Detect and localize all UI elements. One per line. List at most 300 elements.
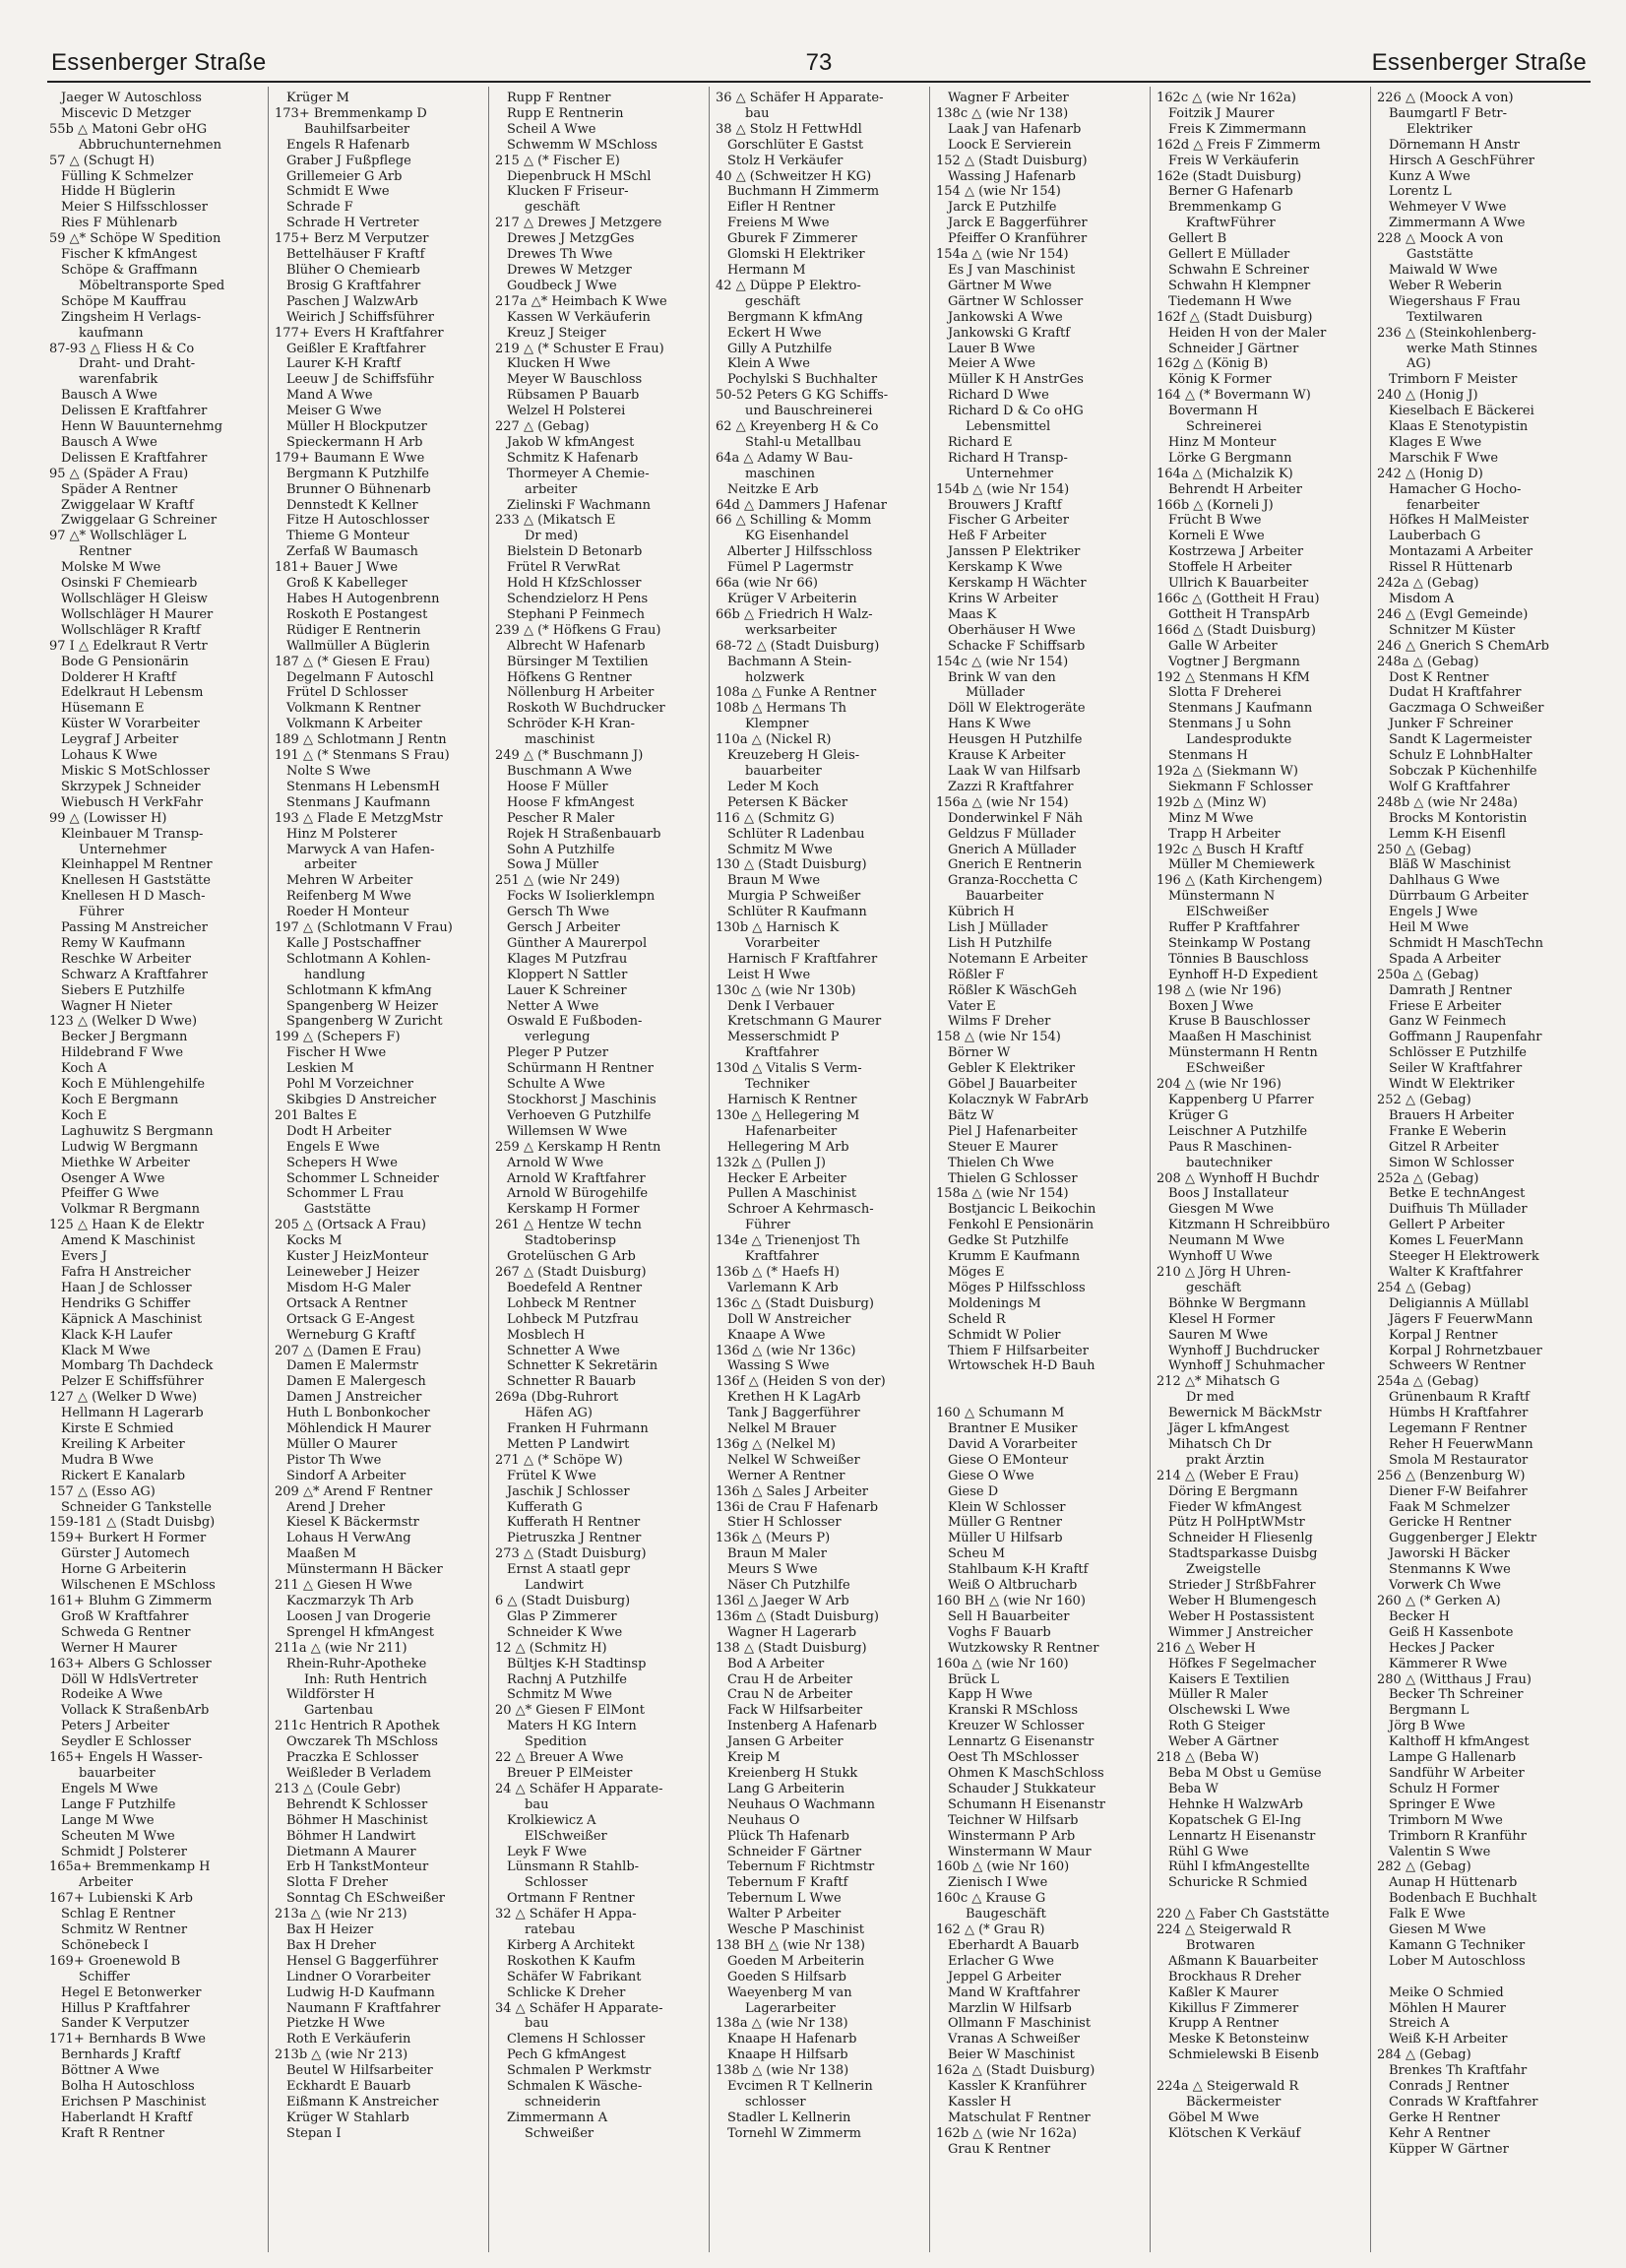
resident-entry: Kieselbach E Bäckerei bbox=[1389, 404, 1534, 419]
resident-entry: Kassler H bbox=[948, 2095, 1012, 2110]
resident-entry: Miethke W Arbeiter bbox=[61, 1155, 190, 1170]
resident-entry: Harnisch K Rentner bbox=[727, 1093, 857, 1107]
resident-entry: Stenmans J Kaufmann bbox=[1168, 701, 1313, 717]
resident-entry: Gilly A Putzhilfe bbox=[727, 341, 833, 356]
resident-entry: Baumgartl F Betr- bbox=[1389, 105, 1508, 121]
resident-entry: Owczarek Th MSchloss bbox=[286, 1734, 438, 1750]
resident-entry: Zwiggelaar G Schreiner bbox=[61, 513, 218, 529]
resident-entry: Schommer L Schneider bbox=[286, 1170, 439, 1186]
address-entry: 250 △ (Gebag) bbox=[1377, 842, 1471, 857]
address-entry: 160 △ Schumann M bbox=[936, 1406, 1065, 1421]
resident-entry: Fafra H Anstreicher bbox=[61, 1264, 191, 1280]
resident-entry: Schöpe M Kauffrau bbox=[61, 293, 187, 309]
resident-entry: Erb H TankstMonteur bbox=[286, 1859, 429, 1875]
resident-entry: Clemens H Schlosser bbox=[507, 2032, 646, 2048]
resident-entry: Windt W Elektriker bbox=[1389, 1077, 1515, 1093]
resident-entry: Stockhorst J Maschinis bbox=[507, 1093, 657, 1107]
resident-entry: maschinist bbox=[525, 732, 594, 748]
resident-entry: Schönebeck I bbox=[61, 1937, 149, 1953]
resident-entry: Loosen J van Drogerie bbox=[286, 1608, 431, 1624]
resident-entry: Schulz E LohnbHalter bbox=[1389, 748, 1532, 764]
address-entry: 239 △ (* Höfkens G Frau) bbox=[495, 622, 661, 638]
resident-entry: Beutel W Hilfsarbeiter bbox=[286, 2063, 433, 2079]
resident-entry: Neitzke E Arb bbox=[727, 481, 819, 497]
address-entry: 254 △ (Gebag) bbox=[1377, 1280, 1471, 1295]
resident-entry: Stepan I bbox=[286, 2125, 342, 2141]
resident-entry: Inh: Ruth Hentrich bbox=[304, 1671, 427, 1687]
resident-entry: Scheuten M Wwe bbox=[61, 1828, 175, 1844]
resident-entry: Petersen K Bäcker bbox=[727, 794, 848, 810]
resident-entry: Rupp E Rentnerin bbox=[507, 105, 624, 121]
resident-entry: Schroer A Kehrmasch- bbox=[727, 1202, 874, 1218]
address-entry: 136f △ (Heiden S von der) bbox=[716, 1374, 886, 1390]
resident-entry: Hegel E Betonwerker bbox=[61, 1984, 202, 2000]
resident-entry: Nelkel W Schweißer bbox=[727, 1452, 860, 1468]
resident-entry: Lauer B Wwe bbox=[948, 341, 1035, 356]
resident-entry: Hildebrand F Wwe bbox=[61, 1045, 184, 1061]
resident-entry: Brosig G Kraftfahrer bbox=[286, 278, 421, 293]
resident-entry: Trapp H Arbeiter bbox=[1168, 826, 1281, 842]
resident-entry: Abbruchunternehmen bbox=[79, 137, 221, 153]
resident-entry: Conrads W Kraftfahrer bbox=[1389, 2095, 1538, 2110]
directory-column bbox=[929, 87, 1150, 2252]
address-entry: 136l △ Jaeger W Arb bbox=[716, 1594, 849, 1608]
resident-entry: Bostjancic L Beikochin bbox=[948, 1202, 1096, 1218]
resident-entry: Buchmann H Zimmerm bbox=[727, 184, 880, 200]
resident-entry: Führer bbox=[745, 1218, 790, 1233]
resident-entry: Es J van Maschinist bbox=[948, 262, 1076, 278]
resident-entry: Kassler K Kranführer bbox=[948, 2079, 1087, 2095]
resident-entry: Geiß H Kassenbote bbox=[1389, 1624, 1514, 1640]
resident-entry: Braun M Wwe bbox=[727, 873, 821, 889]
resident-entry: Werneburg G Kraftf bbox=[286, 1327, 415, 1343]
resident-entry: Thielen G Schlosser bbox=[948, 1170, 1078, 1186]
address-entry: 154c △ (wie Nr 154) bbox=[936, 654, 1069, 669]
resident-entry: Pistor Th Wwe bbox=[286, 1452, 382, 1468]
resident-entry: handlung bbox=[304, 967, 366, 982]
resident-entry: Krüger W Stahlarb bbox=[286, 2110, 409, 2125]
resident-entry: Roeder H Monteur bbox=[286, 905, 409, 920]
resident-entry: Klack K-H Laufer bbox=[61, 1327, 173, 1343]
resident-entry: Fischer K kfmAngest bbox=[61, 247, 198, 263]
resident-entry: Wollschläger H Gleisw bbox=[61, 592, 208, 606]
resident-entry: Arnold W Kraftfahrer bbox=[507, 1170, 646, 1186]
resident-entry: Geldzus F Müllader bbox=[948, 826, 1076, 842]
resident-entry: Kamann G Techniker bbox=[1389, 1937, 1526, 1953]
resident-entry: Eckhardt E Bauarb bbox=[286, 2079, 411, 2095]
resident-entry: Lünsmann R Stahlb- bbox=[507, 1859, 640, 1875]
resident-entry: Springer E Wwe bbox=[1389, 1796, 1496, 1812]
resident-entry: Kretschmann G Maurer bbox=[727, 1014, 882, 1030]
resident-entry: Gnerich A Müllader bbox=[948, 842, 1077, 857]
resident-entry: arbeiter bbox=[525, 481, 578, 497]
address-entry: 197 △ (Schlotmann V Frau) bbox=[275, 920, 453, 936]
address-entry: 260 △ (* Gerken A) bbox=[1377, 1594, 1501, 1608]
resident-entry: Loock E Servierein bbox=[948, 137, 1072, 153]
address-entry: 166d △ (Stadt Duisburg) bbox=[1157, 622, 1316, 638]
resident-entry: Leygraf J Arbeiter bbox=[61, 732, 179, 748]
resident-entry: Frütel R VerwRat bbox=[507, 560, 621, 576]
resident-entry: Spangenberg W Heizer bbox=[286, 998, 438, 1014]
resident-entry: Mand W Kraftfahrer bbox=[948, 1984, 1081, 2000]
address-entry: 273 △ (Stadt Duisburg) bbox=[495, 1546, 647, 1562]
resident-entry: Bauhilfsarbeiter bbox=[304, 121, 410, 137]
resident-entry: Brink W van den bbox=[948, 669, 1056, 685]
resident-entry: Baugeschäft bbox=[966, 1907, 1046, 1922]
resident-entry: Ollmann F Maschinist bbox=[948, 2016, 1092, 2032]
resident-entry: Damrath J Rentner bbox=[1389, 982, 1512, 998]
resident-entry: Bolha H Autoschloss bbox=[61, 2079, 195, 2095]
resident-entry: Frücht B Wwe bbox=[1168, 513, 1262, 529]
resident-entry: Oswald E Fußboden- bbox=[507, 1014, 643, 1030]
resident-entry: Bax H Dreher bbox=[286, 1937, 376, 1953]
address-entry: 192b △ (Minz W) bbox=[1157, 794, 1267, 810]
resident-entry: Gottheit H TranspArb bbox=[1168, 606, 1310, 622]
resident-entry: Knaape A Wwe bbox=[727, 1327, 826, 1343]
resident-entry: Meske K Betonsteinw bbox=[1168, 2032, 1310, 2048]
resident-entry: Fischer G Arbeiter bbox=[948, 513, 1069, 529]
resident-entry: Wildförster H bbox=[286, 1687, 375, 1703]
resident-entry: Rissel R Hüttenarb bbox=[1389, 560, 1513, 576]
resident-entry: Stenmans J Kaufmann bbox=[286, 794, 431, 810]
resident-entry: Kraft R Rentner bbox=[61, 2125, 165, 2141]
resident-entry: Sauren M Wwe bbox=[1168, 1327, 1269, 1343]
resident-entry: Sohn A Putzhilfe bbox=[507, 842, 615, 857]
resident-entry: und Bauschreinerei bbox=[745, 404, 873, 419]
address-entry: 20 △* Giesen F ElMont bbox=[495, 1703, 645, 1719]
resident-entry: Stoffele H Arbeiter bbox=[1168, 560, 1292, 576]
resident-entry: Neuhaus O Wachmann bbox=[727, 1796, 875, 1812]
address-entry: 123 △ (Welker D Wwe) bbox=[49, 1014, 198, 1030]
resident-entry: Piel J Hafenarbeiter bbox=[948, 1123, 1078, 1139]
address-entry: 167+ Lubienski K Arb bbox=[49, 1891, 193, 1907]
resident-entry: Klaas E Stenotypistin bbox=[1389, 419, 1529, 435]
resident-entry: Textilwaren bbox=[1407, 309, 1483, 325]
resident-entry: Böhmer H Maschinist bbox=[286, 1812, 428, 1828]
resident-entry: Harnisch F Kraftfahrer bbox=[727, 951, 878, 967]
resident-entry: Rübsamen P Bauarb bbox=[507, 388, 640, 404]
resident-entry: Pullen A Maschinist bbox=[727, 1186, 857, 1202]
resident-entry: Pech G kfmAngest bbox=[507, 2048, 626, 2063]
resident-entry: Hellmann H Lagerarb bbox=[61, 1406, 204, 1421]
resident-entry: Lish J Müllader bbox=[948, 920, 1048, 936]
resident-entry: Teichner W Hilfsarb bbox=[948, 1812, 1079, 1828]
resident-entry: Rühl G Wwe bbox=[1168, 1844, 1249, 1859]
resident-entry: Kalthoff H kfmAngest bbox=[1389, 1734, 1530, 1750]
resident-entry: Böttner A Wwe bbox=[61, 2063, 159, 2079]
resident-entry: Hensel G Baggerführer bbox=[286, 1953, 439, 1969]
header-street-left: Essenberger Straße bbox=[51, 49, 267, 76]
resident-entry: Bachmann A Stein- bbox=[727, 654, 852, 669]
address-entry: 192a △ (Siekmann W) bbox=[1157, 763, 1298, 779]
resident-entry: Duifhuis Th Müllader bbox=[1389, 1202, 1528, 1218]
address-entry: 215 △ (* Fischer E) bbox=[495, 153, 620, 168]
resident-entry: Krüger G bbox=[1168, 1107, 1229, 1123]
resident-entry: Schreinerei bbox=[1186, 419, 1262, 435]
resident-entry: Leskien M bbox=[286, 1061, 354, 1077]
resident-entry: Stenmans J u Sohn bbox=[1168, 717, 1291, 732]
resident-entry: Bodenbach E Buchhalt bbox=[1389, 1891, 1537, 1907]
resident-entry: Huth L Bonbonkocher bbox=[286, 1406, 430, 1421]
resident-entry: Evers J bbox=[61, 1249, 107, 1265]
resident-entry: Sobczak P Küchenhilfe bbox=[1389, 763, 1537, 779]
resident-entry: Höfkens G Rentner bbox=[507, 669, 632, 685]
address-entry: 284 △ (Gebag) bbox=[1377, 2048, 1471, 2063]
address-entry: 164a △ (Michalzik K) bbox=[1157, 466, 1293, 481]
resident-entry: Dietmann A Maurer bbox=[286, 1844, 416, 1859]
resident-entry: Henn W Bauunternehmg bbox=[61, 419, 223, 435]
resident-entry: Brotwaren bbox=[1186, 1937, 1255, 1953]
resident-entry: Ohmen K MaschSchloss bbox=[948, 1765, 1104, 1781]
resident-entry: Bod A Arbeiter bbox=[727, 1656, 825, 1671]
resident-entry: Krupp A Rentner bbox=[1168, 2016, 1279, 2032]
resident-entry: fenarbeiter bbox=[1407, 497, 1480, 513]
resident-entry: Fack W Hilfsarbeiter bbox=[727, 1703, 863, 1719]
resident-entry: Engels R Hafenarb bbox=[286, 137, 410, 153]
resident-entry: Bätz W bbox=[948, 1107, 994, 1123]
resident-entry: Müller H Blockputzer bbox=[286, 419, 427, 435]
resident-entry: Dudat H Kraftfahrer bbox=[1389, 685, 1522, 701]
address-entry: 250a △ (Gebag) bbox=[1377, 967, 1479, 982]
resident-entry: Brantner E Musiker bbox=[948, 1421, 1078, 1437]
address-entry: 68-72 △ (Stadt Duisburg) bbox=[716, 638, 880, 654]
resident-entry: Vorarbeiter bbox=[745, 935, 820, 951]
resident-entry: Unternehmer bbox=[966, 466, 1054, 481]
address-entry: 175+ Berz M Verputzer bbox=[275, 231, 429, 247]
resident-entry: Thieme G Monteur bbox=[286, 529, 409, 544]
resident-entry: Fischer H Wwe bbox=[286, 1045, 387, 1061]
resident-entry: Walter P Arbeiter bbox=[727, 1907, 842, 1922]
address-entry: 136b △ (* Haefs H) bbox=[716, 1264, 840, 1280]
resident-entry: Frütel K Wwe bbox=[507, 1468, 596, 1483]
resident-entry: Zwiggelaar W Kraftf bbox=[61, 497, 194, 513]
resident-entry: Arnold W Wwe bbox=[507, 1155, 604, 1170]
resident-entry: Strieder J StrßbFahrer bbox=[1168, 1578, 1316, 1594]
resident-entry: Oest Th MSchlosser bbox=[948, 1750, 1079, 1766]
resident-entry: Bürsinger M Textilien bbox=[507, 654, 649, 669]
resident-entry: Roskoth W Buchdrucker bbox=[507, 701, 665, 717]
resident-entry: Weber R Weberin bbox=[1389, 278, 1503, 293]
address-entry: 207 △ (Damen E Frau) bbox=[275, 1343, 421, 1358]
resident-entry: Führer bbox=[79, 905, 124, 920]
address-entry: 136h △ Sales J Arbeiter bbox=[716, 1483, 869, 1499]
resident-entry: Draht- und Draht- bbox=[79, 356, 196, 372]
resident-entry: Brocks M Kontoristin bbox=[1389, 810, 1528, 826]
resident-entry: Dürrbaum G Arbeiter bbox=[1389, 889, 1529, 905]
address-entry: 248a △ (Gebag) bbox=[1377, 654, 1479, 669]
resident-entry: Willemsen W Wwe bbox=[507, 1123, 628, 1139]
address-entry: 38 △ Stolz H FettwHdl bbox=[716, 121, 862, 137]
resident-entry: Lauberbach G bbox=[1389, 529, 1481, 544]
address-entry: 261 △ Hentze W techn bbox=[495, 1218, 642, 1233]
resident-entry: Lennartz G Eisenanstr bbox=[948, 1734, 1094, 1750]
resident-entry: Döring E Bergmann bbox=[1168, 1483, 1298, 1499]
resident-entry: ElSchweißer bbox=[525, 1828, 607, 1844]
resident-entry: Böhmer H Landwirt bbox=[286, 1828, 416, 1844]
resident-entry: Grünenbaum R Kraftf bbox=[1389, 1390, 1530, 1406]
resident-entry: Schmitz K Hafenarb bbox=[507, 450, 639, 466]
resident-entry: Schlotmann K kfmAng bbox=[286, 982, 432, 998]
resident-entry: Stadtsparkasse Duisbg bbox=[1168, 1546, 1318, 1562]
address-entry: 138a △ (wie Nr 138) bbox=[716, 2016, 848, 2032]
resident-entry: Schlicke K Dreher bbox=[507, 1984, 626, 2000]
address-entry: 224 △ Steigerwald R bbox=[1157, 1922, 1291, 1938]
resident-entry: Böhnke W Bergmann bbox=[1168, 1295, 1306, 1311]
resident-entry: Misdom H-G Maler bbox=[286, 1280, 411, 1295]
resident-entry: Reifenberg M Wwe bbox=[286, 889, 411, 905]
resident-entry: bautechniker bbox=[1186, 1155, 1273, 1170]
resident-entry: Möhlen H Maurer bbox=[1389, 2000, 1506, 2016]
resident-entry: Tönnies B Bauschloss bbox=[1168, 951, 1309, 967]
resident-entry: Werner H Maurer bbox=[61, 1640, 177, 1656]
resident-entry: Ortsack A Rentner bbox=[286, 1295, 407, 1311]
resident-entry: Roskoth E Postangest bbox=[286, 606, 428, 622]
address-entry: 64a △ Adamy W Bau- bbox=[716, 450, 853, 466]
resident-entry: Mihatsch Ch Dr bbox=[1168, 1436, 1272, 1452]
resident-entry: Jörg B Wwe bbox=[1389, 1719, 1466, 1734]
resident-entry: Kreuz J Steiger bbox=[507, 325, 606, 341]
resident-entry: Engels E Wwe bbox=[286, 1139, 380, 1155]
resident-entry: Diener F-W Beifahrer bbox=[1389, 1483, 1528, 1499]
resident-entry: Deligiannis A Müllabl bbox=[1389, 1295, 1530, 1311]
resident-entry: Scheld R bbox=[948, 1311, 1006, 1327]
address-entry: 220 △ Faber Ch Gaststätte bbox=[1157, 1907, 1330, 1922]
address-entry: 218 △ (Beba W) bbox=[1157, 1750, 1260, 1766]
address-entry: 252 △ (Gebag) bbox=[1377, 1093, 1471, 1107]
resident-entry: Eifler H Rentner bbox=[727, 200, 836, 216]
address-entry: 130c △ (wie Nr 130b) bbox=[716, 982, 856, 998]
resident-entry: Hehnke H WalzwArb bbox=[1168, 1796, 1303, 1812]
resident-entry: Tebernum L Wwe bbox=[727, 1891, 842, 1907]
resident-entry: Gorschlüter E Gastst bbox=[727, 137, 864, 153]
resident-entry: Schweda G Rentner bbox=[61, 1624, 191, 1640]
resident-entry: Wagner H Nieter bbox=[61, 998, 172, 1014]
resident-entry: Wrtowschek H-D Bauh bbox=[948, 1358, 1095, 1374]
resident-entry: Kitzmann H Schreibbüro bbox=[1168, 1218, 1331, 1233]
resident-entry: Reher H FeuerwMann bbox=[1389, 1436, 1533, 1452]
resident-entry: Wiegershaus F Frau bbox=[1389, 293, 1521, 309]
resident-entry: Jeppel G Arbeiter bbox=[948, 1969, 1061, 1984]
resident-entry: Bausch A Wwe bbox=[61, 388, 157, 404]
resident-entry: Eckert H Wwe bbox=[727, 325, 822, 341]
resident-entry: Grotelüschen G Arb bbox=[507, 1249, 636, 1265]
resident-entry: Goudbeck J Wwe bbox=[507, 278, 617, 293]
resident-entry: maschinen bbox=[745, 466, 815, 481]
resident-entry: Notemann E Arbeiter bbox=[948, 951, 1088, 967]
address-entry: 66 △ Schilling & Momm bbox=[716, 513, 872, 529]
address-entry: 196 △ (Kath Kirchengem) bbox=[1157, 873, 1323, 889]
resident-entry bbox=[1157, 1891, 1367, 1907]
resident-entry: Kikillus F Zimmerer bbox=[1168, 2000, 1299, 2016]
resident-entry: Wiebusch H VerkFahr bbox=[61, 794, 204, 810]
resident-entry: Drewes Th Wwe bbox=[507, 247, 613, 263]
resident-entry: Engels J Wwe bbox=[1389, 905, 1478, 920]
address-entry: 159+ Burkert H Former bbox=[49, 1531, 207, 1546]
address-entry: 40 △ (Schweitzer H KG) bbox=[716, 168, 872, 184]
resident-entry: Pescher R Maler bbox=[507, 810, 615, 826]
resident-entry: Göbel J Bauarbeiter bbox=[948, 1077, 1077, 1093]
address-entry: 138 △ (Stadt Duisburg) bbox=[716, 1640, 867, 1656]
resident-entry: Zingsheim H Verlags- bbox=[61, 309, 202, 325]
resident-entry: Kreiling K Arbeiter bbox=[61, 1436, 185, 1452]
resident-entry: Bremmenkamp G bbox=[1168, 200, 1282, 216]
resident-entry: Marschik F Wwe bbox=[1389, 450, 1499, 466]
resident-entry: Degelmann F Autoschl bbox=[286, 669, 434, 685]
resident-entry: verlegung bbox=[525, 1030, 591, 1045]
resident-entry: Steeger H Elektrowerk bbox=[1389, 1249, 1539, 1265]
address-entry: 251 △ (wie Nr 249) bbox=[495, 873, 620, 889]
resident-entry: Meurs S Wwe bbox=[727, 1562, 818, 1578]
resident-entry: Walter K Kraftfahrer bbox=[1389, 1264, 1524, 1280]
resident-entry: Volkmann K Rentner bbox=[286, 701, 421, 717]
resident-entry: Krethen H K LagArb bbox=[727, 1390, 861, 1406]
resident-entry: Franken H Fuhrmann bbox=[507, 1421, 649, 1437]
resident-entry: Schmitz W Rentner bbox=[61, 1922, 188, 1938]
resident-entry: Schumann H Eisenanstr bbox=[948, 1796, 1105, 1812]
resident-entry: Jarck E Putzhilfe bbox=[948, 200, 1057, 216]
resident-entry: Mombarg Th Dachdeck bbox=[61, 1358, 214, 1374]
resident-entry: Lohaus K Wwe bbox=[61, 748, 157, 764]
resident-entry: Marzlin W Hilfsarb bbox=[948, 2000, 1072, 2016]
resident-entry: Kostrzewa J Arbeiter bbox=[1168, 544, 1304, 560]
resident-entry: Pietruszka J Rentner bbox=[507, 1531, 642, 1546]
resident-entry: Goeden S Hilfsarb bbox=[727, 1969, 846, 1984]
resident-entry: Molske M Wwe bbox=[61, 560, 161, 576]
resident-entry: Grillemeier G Arb bbox=[286, 168, 403, 184]
address-entry: 252a △ (Gebag) bbox=[1377, 1170, 1479, 1186]
address-entry: 24 △ Schäfer H Apparate- bbox=[495, 1781, 663, 1796]
resident-entry: Scheu M bbox=[948, 1546, 1006, 1562]
address-entry: 246 △ Gnerich S ChemArb bbox=[1377, 638, 1549, 654]
resident-entry: Bergmann K Putzhilfe bbox=[286, 466, 429, 481]
resident-entry: Lörke G Bergmann bbox=[1168, 450, 1292, 466]
address-entry: 205 △ (Ortsack A Frau) bbox=[275, 1218, 426, 1233]
resident-entry: Laghuwitz S Bergmann bbox=[61, 1123, 214, 1139]
resident-entry: Mand A Wwe bbox=[286, 388, 373, 404]
address-entry: 173+ Bremmenkamp D bbox=[275, 105, 427, 121]
address-entry: 12 △ (Schmitz H) bbox=[495, 1640, 607, 1656]
resident-entry: Fitze H Autoschlosser bbox=[286, 513, 429, 529]
resident-entry: Valentin S Wwe bbox=[1389, 1844, 1491, 1859]
resident-entry: Müller O Maurer bbox=[286, 1436, 398, 1452]
resident-entry: Boedefeld A Rentner bbox=[507, 1280, 643, 1295]
resident-entry: Mudra B Wwe bbox=[61, 1452, 154, 1468]
resident-entry: Verhoeven G Putzhilfe bbox=[507, 1107, 652, 1123]
resident-entry: Günther A Maurerpol bbox=[507, 935, 648, 951]
resident-entry: Pfeiffer O Kranführer bbox=[948, 231, 1088, 247]
resident-entry: Stier H Schlosser bbox=[727, 1515, 842, 1531]
resident-entry: Edelkraut H Lebensm bbox=[61, 685, 204, 701]
resident-entry: Janssen P Elektriker bbox=[948, 544, 1081, 560]
resident-entry: Steinkamp W Postang bbox=[1168, 935, 1311, 951]
resident-entry: Netter A Wwe bbox=[507, 998, 599, 1014]
resident-entry: Schlüter R Ladenbau bbox=[727, 826, 865, 842]
resident-entry: kaufmann bbox=[79, 325, 144, 341]
resident-entry: Kocks M bbox=[286, 1233, 343, 1249]
resident-entry: Varlemann K Arb bbox=[727, 1280, 839, 1295]
directory-column bbox=[488, 87, 709, 2252]
resident-entry: Dr med bbox=[1186, 1390, 1235, 1406]
resident-entry: Wassing J Hafenarb bbox=[948, 168, 1076, 184]
resident-entry: Bläß W Maschinist bbox=[1389, 857, 1511, 873]
address-entry: 6 △ (Stadt Duisburg) bbox=[495, 1594, 631, 1608]
resident-entry: Metten P Landwirt bbox=[507, 1436, 630, 1452]
resident-entry: Ganz W Feinmech bbox=[1389, 1014, 1507, 1030]
resident-entry: Drewes W Metzger bbox=[507, 262, 632, 278]
address-entry: 108b △ Hermans Th bbox=[716, 701, 846, 717]
address-entry: 259 △ Kerskamp H Rentn bbox=[495, 1139, 661, 1155]
resident-entry: Münstermann H Rentn bbox=[1168, 1045, 1318, 1061]
